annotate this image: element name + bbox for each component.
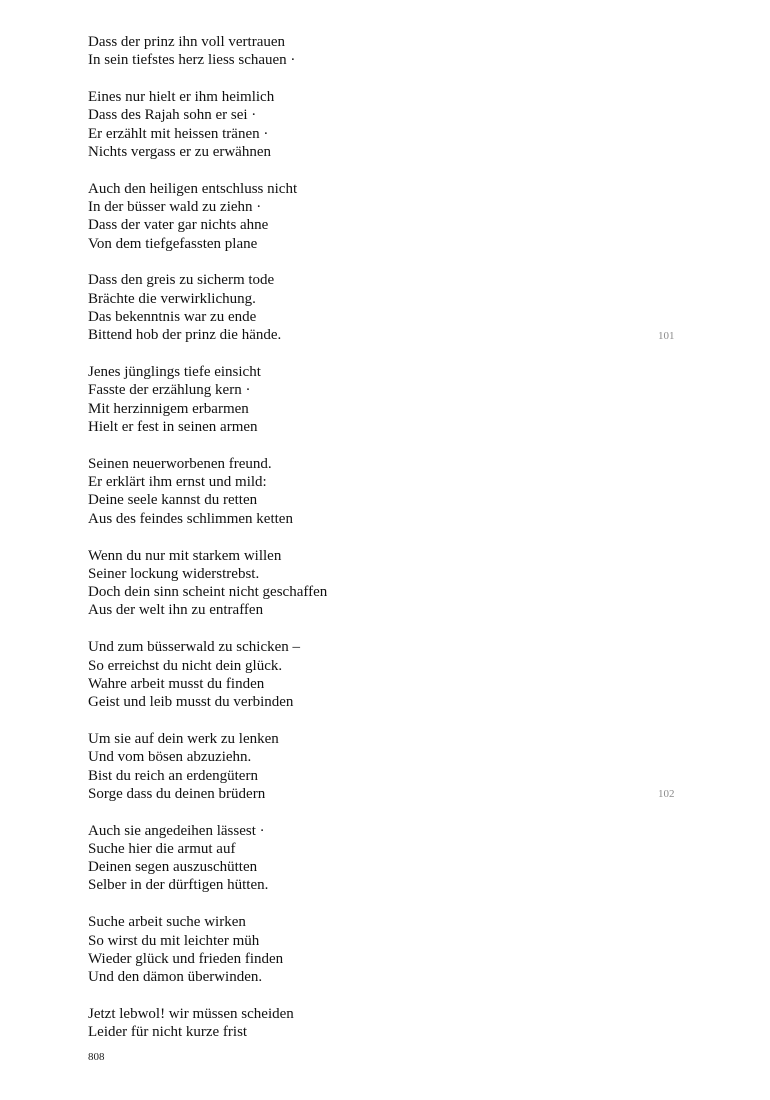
verse-line: Deinen segen auszuschütten [88, 859, 258, 876]
verse-line: Um sie auf dein werk zu lenken [88, 730, 279, 747]
stanza [88, 547, 648, 620]
verse-line: Suche arbeit suche wirken [88, 914, 246, 931]
verse-line: Von dem tiefgefassten plane [88, 235, 258, 252]
verse-line: Dass der prinz ihn voll vertrauen [88, 34, 286, 50]
verse-line: Doch dein sinn scheint nicht geschaffen [88, 584, 328, 601]
verse-line: Bist du reich an erdengütern [88, 767, 258, 784]
stanza [88, 88, 648, 161]
stanza [88, 730, 648, 803]
verse-line: Jenes jünglings tiefe einsicht [88, 364, 261, 381]
verse-line: In sein tiefstes herz liess schauen · [88, 52, 296, 69]
stanza [88, 271, 648, 344]
verse-line: Mit herzinnigem erbarmen [88, 400, 249, 417]
verse-line: Auch den heiligen entschluss nicht [88, 180, 298, 197]
verse-line: Deine seele kannst du retten [88, 492, 258, 509]
verse-line: Fasste der erzählung kern · [88, 382, 251, 399]
poem-text [88, 33, 648, 1060]
verse-line: Er erklärt ihm ernst und mild: [88, 474, 267, 491]
verse-line: Dass den greis zu sicherm tode [88, 272, 275, 289]
margin-line-number: 102 [658, 788, 675, 800]
verse-line: Brächte die verwirklichung. [88, 290, 256, 307]
verse-line: In der büsser wald zu ziehn · [88, 199, 262, 216]
verse-line: Hielt er fest in seinen armen [88, 419, 258, 436]
stanza [88, 455, 648, 528]
verse-line: Bittend hob der prinz die hände. [88, 327, 282, 344]
verse-line: Dass des Rajah sohn er sei · [88, 107, 257, 124]
verse-line: So wirst du mit leichter müh [88, 932, 260, 949]
stanza [88, 1005, 648, 1042]
verse-line: Suche hier die armut auf [88, 840, 236, 857]
verse-line: Wenn du nur mit starkem willen [88, 547, 282, 564]
stanza [88, 33, 648, 70]
verse-line: Und vom bösen abzuziehn. [88, 749, 252, 766]
stanza [88, 180, 648, 253]
verse-line: Nichts vergass er zu erwähnen [88, 143, 271, 160]
verse-line: Leider für nicht kurze frist [88, 1024, 248, 1041]
verse-line: Seinen neuerworbenen freund. [88, 455, 272, 472]
verse-line: Und den dämon überwinden. [88, 969, 263, 986]
verse-line: Dass der vater gar nichts ahne [88, 217, 269, 234]
verse-line: Sorge dass du deinen brüdern [88, 785, 266, 802]
verse-line: Jetzt lebwol! wir müssen scheiden [88, 1005, 294, 1022]
stanza [88, 363, 648, 436]
verse-line: Wieder glück und frieden finden [88, 950, 284, 967]
stanza [88, 822, 648, 895]
page-number: 808 [88, 1051, 105, 1063]
verse-line: Seiner lockung widerstrebst. [88, 565, 260, 582]
margin-line-number: 101 [658, 330, 675, 342]
stanza [88, 638, 648, 711]
verse-line: Das bekenntnis war zu ende [88, 309, 257, 326]
verse-line: Wahre arbeit musst du finden [88, 675, 265, 692]
verse-line: Er erzählt mit heissen tränen · [88, 125, 269, 142]
verse-line: Aus des feindes schlimmen ketten [88, 510, 293, 527]
verse-line: Geist und leib musst du verbinden [88, 694, 294, 711]
verse-line: Und zum büsserwald zu schicken – [88, 639, 301, 656]
verse-line: Eines nur hielt er ihm heimlich [88, 89, 275, 106]
verse-line: So erreichst du nicht dein glück. [88, 657, 283, 674]
verse-line: Aus der welt ihn zu entraffen [88, 602, 264, 619]
verse-line: Auch sie angedeihen lässest · [88, 822, 265, 839]
stanza [88, 913, 648, 986]
verse-line: Selber in der dürftigen hütten. [88, 877, 269, 894]
